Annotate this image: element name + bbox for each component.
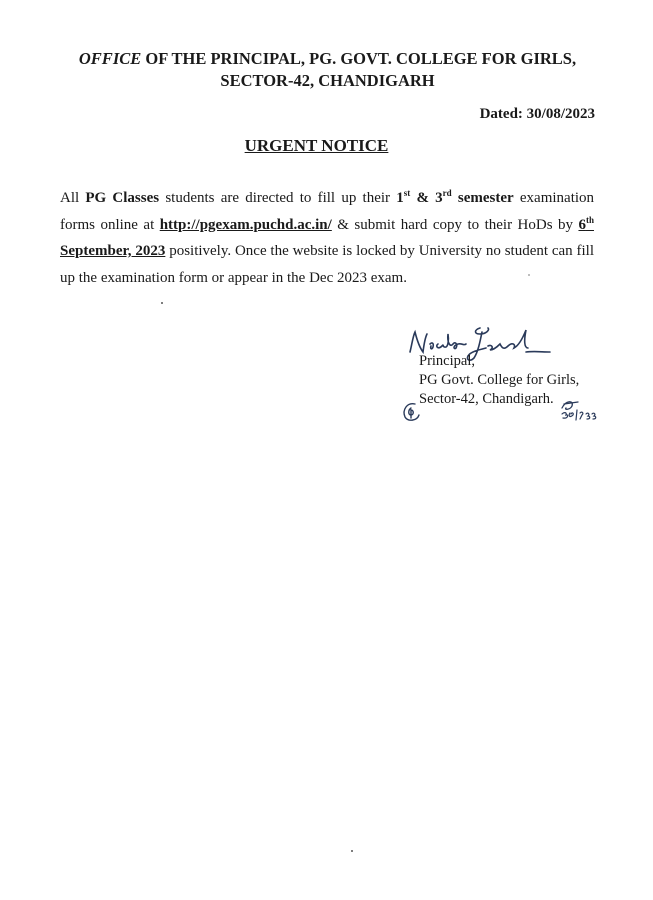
body-bold-pg-classes: PG Classes (85, 190, 160, 206)
handwritten-date-icon (560, 396, 620, 422)
deadline-month-year: September, 2023 (60, 243, 166, 259)
paper-speck (351, 850, 353, 852)
body-text-5: positively. Once the website is locked by University no student can fill up the examination form or appear in the Dec 2023 exam. (60, 243, 594, 286)
paper-speck (528, 274, 530, 276)
deadline-sup: th (585, 214, 594, 225)
body-text-1: All (60, 190, 86, 206)
exam-url-link[interactable]: http://pgexam.puchd.ac.in/ (159, 216, 332, 233)
notice-date: Dated: 30/08/2023 (479, 106, 595, 122)
body-sup-rd: rd (442, 188, 452, 198)
office-title-line2: SECTOR-42, CHANDIGARH (220, 71, 435, 90)
body-text-2: students are directed to fill up their (159, 190, 397, 206)
body-text-4: & submit hard copy to their HoDs by (331, 216, 579, 233)
body-sup-st: st (403, 188, 411, 198)
notice-body (60, 185, 594, 291)
office-title-rest: OF THE PRINCIPAL, PG. GOVT. COLLEGE FOR GIRLS, (141, 49, 577, 68)
college-name: PG Govt. College for Girls, (419, 372, 580, 388)
body-bold-sem-1: 1 (396, 190, 404, 206)
handwritten-mark-icon (399, 398, 425, 424)
deadline-day: 6 (578, 216, 586, 233)
body-bold-sem-3: & 3 (410, 190, 443, 206)
office-title-prefix: OFFICE (78, 49, 142, 68)
college-address: Sector-42, Chandigarh. (419, 391, 554, 407)
signatory-title: Principal, (419, 353, 475, 369)
notice-heading: URGENT NOTICE (244, 136, 389, 155)
signature-block (419, 352, 579, 409)
body-bold-semester: semester (451, 190, 514, 206)
office-title (40, 48, 615, 92)
body-text-3: examination forms online at (60, 190, 595, 233)
paper-speck (161, 302, 163, 304)
